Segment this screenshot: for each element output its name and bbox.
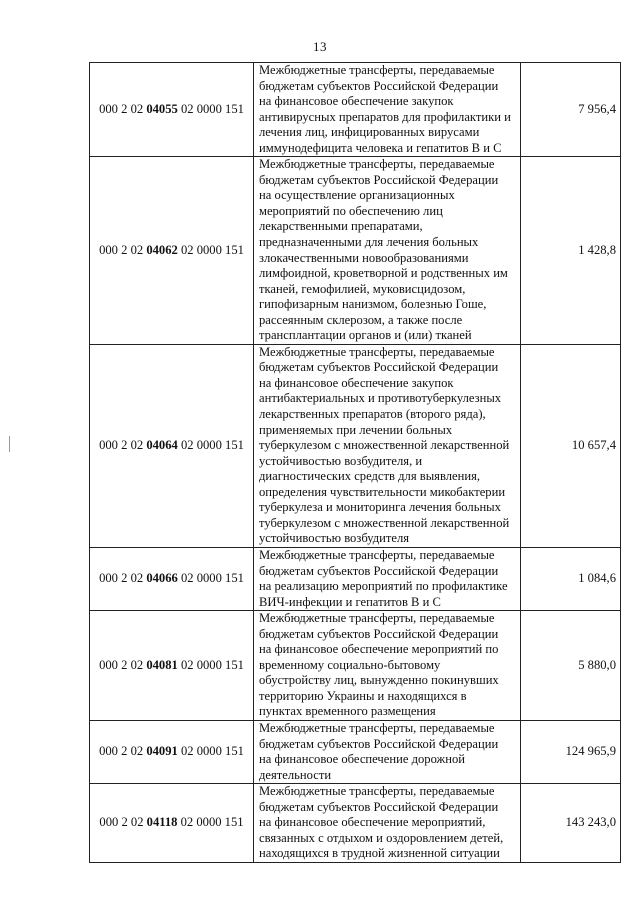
budget-code-prefix: 000 2 02 <box>99 815 147 830</box>
description-line: пунктах временного размещения <box>259 704 436 719</box>
budget-transfers-table <box>89 62 621 863</box>
budget-code-cell <box>90 784 254 863</box>
description-line: устойчивостью возбудителя, и <box>259 453 423 468</box>
description-line: рассеянным склерозом, а также после <box>259 312 463 327</box>
description-line: Межбюджетные трансферты, передаваемые <box>259 63 495 77</box>
description-line: иммунодефицита человека и гепатитов В и С <box>259 140 502 155</box>
description-line: применяемых при лечении больных <box>259 422 453 437</box>
description-cell <box>254 611 521 721</box>
margin-mark <box>9 436 12 452</box>
description-cell <box>254 157 521 345</box>
budget-code-cell <box>90 157 254 345</box>
description-cell <box>254 784 521 863</box>
table-row <box>90 720 621 783</box>
description-line: мероприятий по обеспечению лиц <box>259 203 443 218</box>
description-line: туберкулезом с множественной лекарственной <box>259 438 510 453</box>
description-line: на финансовое обеспечение дорожной <box>259 752 466 767</box>
description-line: Межбюджетные трансферты, передаваемые <box>259 547 495 562</box>
description-line: ВИЧ-инфекции и гепатитов В и С <box>259 594 441 609</box>
description-line: Межбюджетные трансферты, передаваемые <box>259 611 495 626</box>
budget-code-cell <box>90 611 254 721</box>
description-line: туберкулеза и мониторинга лечения больных <box>259 500 501 515</box>
budget-code-cell <box>90 720 254 783</box>
description-line: временному социально-бытовому <box>259 657 441 672</box>
description-line: антивирусных препаратов для профилактики и <box>259 109 511 124</box>
budget-code-cell <box>90 63 254 157</box>
description-line: находящихся в трудной жизненной ситуации <box>259 846 500 861</box>
description-cell <box>254 547 521 610</box>
description-line: бюджетам субъектов Российской Федерации <box>259 563 499 578</box>
description-line: устойчивостью возбудителя <box>259 531 410 546</box>
table-row <box>90 344 621 547</box>
description-line: на финансовое обеспечение закупок <box>259 375 454 390</box>
description-line: Межбюджетные трансферты, передаваемые <box>259 344 495 359</box>
budget-code-suffix: 02 0000 151 <box>177 438 244 453</box>
description-line: туберкулезом с множественной лекарственной <box>259 515 510 530</box>
table-row <box>90 547 621 610</box>
description-line: лекарственными препаратами, <box>259 219 423 234</box>
table-body <box>90 63 621 863</box>
description-line: бюджетам субъектов Российской Федерации <box>259 78 499 93</box>
budget-code-prefix: 000 2 02 <box>99 438 147 453</box>
description-line: бюджетам субъектов Российской Федерации <box>259 172 499 187</box>
budget-code-key: 04066 <box>146 571 178 586</box>
budget-code-prefix: 000 2 02 <box>99 101 147 116</box>
description-line: предназначенными для лечения больных <box>259 235 479 250</box>
description-line: территорию Украины и находящихся в <box>259 688 467 703</box>
budget-code-suffix: 02 0000 151 <box>177 657 244 672</box>
budget-code-key: 04064 <box>146 438 178 453</box>
description-line: бюджетам субъектов Российской Федерации <box>259 626 499 641</box>
budget-code-key: 04062 <box>146 242 178 257</box>
description-line: на финансовое обеспечение закупок <box>259 94 454 109</box>
table-row <box>90 784 621 863</box>
description-line: лимфоидной, кроветворной и родственных им <box>259 266 508 281</box>
description-line: антибактериальных и противотуберкулезных <box>259 391 502 406</box>
budget-code-key: 04081 <box>146 657 178 672</box>
description-line: гипофизарным нанизмом, болезнью Гоше, <box>259 297 487 312</box>
amount-cell: 124 965,9 <box>521 720 621 783</box>
description-line: бюджетам субъектов Российской Федерации <box>259 360 499 375</box>
description-line: на финансовое обеспечение мероприятий по <box>259 642 499 657</box>
description-line: Межбюджетные трансферты, передаваемые <box>259 720 495 735</box>
budget-code-suffix: 02 0000 151 <box>177 815 244 830</box>
description-line: лекарственных препаратов (второго ряда), <box>259 407 486 422</box>
description-line: тканей, гемофилией, муковисцидозом, <box>259 281 466 296</box>
budget-code-cell <box>90 547 254 610</box>
description-line: Межбюджетные трансферты, передаваемые <box>259 784 495 799</box>
amount-cell: 1 084,6 <box>521 547 621 610</box>
table-row <box>90 157 621 345</box>
description-cell <box>254 344 521 547</box>
budget-code-prefix: 000 2 02 <box>99 571 147 586</box>
amount-cell: 10 657,4 <box>521 344 621 547</box>
description-line: обустройству лиц, вынужденно покинувших <box>259 673 499 688</box>
description-line: диагностических средств для выявления, <box>259 469 481 484</box>
description-line: трансплантации органов и (или) тканей <box>259 328 472 343</box>
budget-code-key: 04118 <box>146 815 178 830</box>
table-row <box>90 611 621 721</box>
budget-code-prefix: 000 2 02 <box>99 242 147 257</box>
budget-code-prefix: 000 2 02 <box>99 744 147 759</box>
page-number: 13 <box>313 39 327 54</box>
budget-code-suffix: 02 0000 151 <box>177 242 244 257</box>
description-line: на финансовое обеспечение мероприятий, <box>259 815 486 830</box>
description-line: определения чувствительности микобактерии <box>259 484 506 499</box>
budget-code-suffix: 02 0000 151 <box>177 744 244 759</box>
table-row <box>90 63 621 157</box>
description-line: связанных с отдыхом и оздоровлением детей, <box>259 830 504 845</box>
budget-code-cell <box>90 344 254 547</box>
description-line: Межбюджетные трансферты, передаваемые <box>259 157 495 172</box>
budget-code-prefix: 000 2 02 <box>99 657 147 672</box>
description-cell <box>254 63 521 157</box>
description-line: деятельности <box>259 767 332 782</box>
description-line: бюджетам субъектов Российской Федерации <box>259 736 499 751</box>
budget-code-key: 04091 <box>146 744 178 759</box>
description-line: на реализацию мероприятий по профилактике <box>259 579 508 594</box>
amount-cell: 143 243,0 <box>521 784 621 863</box>
description-line: бюджетам субъектов Российской Федерации <box>259 799 499 814</box>
budget-code-key: 04055 <box>146 101 178 116</box>
budget-code-suffix: 02 0000 151 <box>177 571 244 586</box>
description-cell <box>254 720 521 783</box>
description-line: злокачественными новообразованиями <box>259 250 469 265</box>
amount-cell: 1 428,8 <box>521 157 621 345</box>
description-line: лечения лиц, инфицированных вирусами <box>259 125 480 140</box>
amount-cell: 5 880,0 <box>521 611 621 721</box>
description-line: на осуществление организационных <box>259 188 455 203</box>
budget-code-suffix: 02 0000 151 <box>177 101 244 116</box>
amount-cell: 7 956,4 <box>521 63 621 157</box>
